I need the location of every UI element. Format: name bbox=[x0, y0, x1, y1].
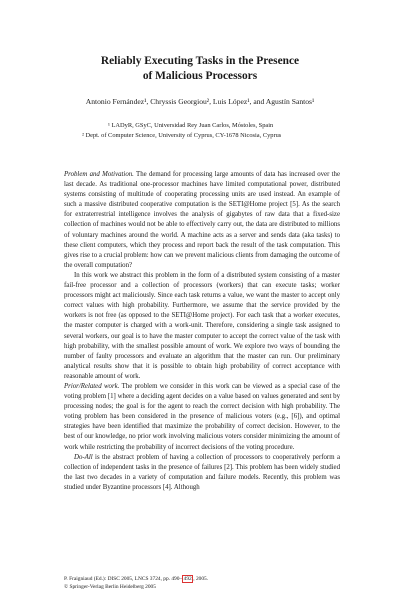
paragraph-heading: Problem and Motivation. bbox=[64, 171, 134, 178]
page-footer bbox=[64, 575, 340, 591]
paragraph-abstraction bbox=[64, 271, 340, 382]
author-list: Antonio Fernández¹, Chryssis Georgiou², Luis López¹, and Agustín Santos¹ bbox=[85, 97, 315, 106]
body-text bbox=[64, 170, 340, 493]
affiliation-2: ² Dept. of Computer Science, University of Cyprus, CY-1678 Nicosia, Cyprus bbox=[82, 132, 282, 139]
paragraph-text: is the abstract problem of having a collection of processors to cooperatively perform a collection of independent tasks in the presence of failures [2]. This problem has been widely studied the last two decades in a variety of computation and failure models. Recently, this problem was studied under Byzantine processors [4]. Although bbox=[64, 453, 340, 491]
paragraph-heading: Do-All bbox=[74, 453, 93, 461]
footer-citation-text: P. Fraigniaud (Ed.): DISC 2005, LNCS 3724, pp. 490– bbox=[64, 576, 183, 582]
paragraph-text: In this work we abstract this problem in the form of a distributed system consisting of a master fail-free processor and a collection of processors (workers) that can execute tasks; worker processors might act maliciously. Since each task returns a value, we want the master to accept only correct values with high probability. Furthermore, we assume that the service provided by the workers is not free (as opposed to the SETI@Home project). For each task that a worker executes, the master computer is charged with a work-unit. Therefore, considering a single task assigned to several workers, our goal is to have the master computer to accept the correct value of the task with high probability, with the smallest possible amount of work. We explore two ways of bounding the number of faulty processors and evaluate an algorithm that the master can run. Our preliminary analytical results show that it is possible to obtain high probability of correct acceptance with reasonable amount of work. bbox=[64, 271, 340, 380]
footer-citation-year: , 2005. bbox=[193, 576, 209, 582]
affiliations bbox=[50, 121, 350, 141]
page-link[interactable]: 492 bbox=[183, 576, 192, 582]
paragraph-text: The problem we consider in this work can be viewed as a special case of the voting problem [1] where a deciding agent decides on a value based on values generated and sent by processing nodes; the goal is for the agent to reach the correct decision with high probability. The voting problem has been considered in the presence of malicious voters (e.g., [6]), and optimal strategies have been identified that maximize the probability of correct decision. However, to the best of our knowledge, no prior work involving malicious voters consider minimizing the amount of work while restricting the probability of incorrect decisions of the voting procedure. bbox=[64, 382, 341, 451]
paragraph-heading: Prior/Related work. bbox=[64, 382, 120, 390]
paper-title bbox=[40, 54, 360, 84]
paragraph-do-all bbox=[64, 453, 340, 493]
paragraph-problem bbox=[64, 170, 340, 271]
footer-copyright: © Springer-Verlag Berlin Heidelberg 2005 bbox=[64, 584, 156, 590]
affiliation-1: ¹ LADyR, GSyC, Universidad Rey Juan Carlos, Móstoles, Spain bbox=[108, 122, 274, 129]
title-line-1: Reliably Executing Tasks in the Presence bbox=[100, 55, 300, 67]
footer-citation bbox=[64, 575, 340, 583]
paragraph-related-work bbox=[64, 382, 340, 453]
paragraph-text: The demand for processing large amounts of data has increased over the last decade. As traditional one-processor machines have limited computational power, distributed systems consisting of multitude of cooperating processing units are used instead. An example of such a massive distributed cooperative computation is the SETI@Home project [5]. As the search for extraterrestrial intelligence involves the analysis of gigabytes of raw data that a fixed-size collection of machines would not be able to effectively carry out, the data are distributed to millions of voluntary machines around the world. A machine acts as a server and sends data (aka tasks) to these client computers, which they process and report back the result of the task computation. This gives rise to a crucial problem: how can we prevent malicious clients from damaging the outcome of the overall computation? bbox=[64, 171, 340, 269]
title-line-2: of Malicious Processors bbox=[142, 70, 258, 82]
